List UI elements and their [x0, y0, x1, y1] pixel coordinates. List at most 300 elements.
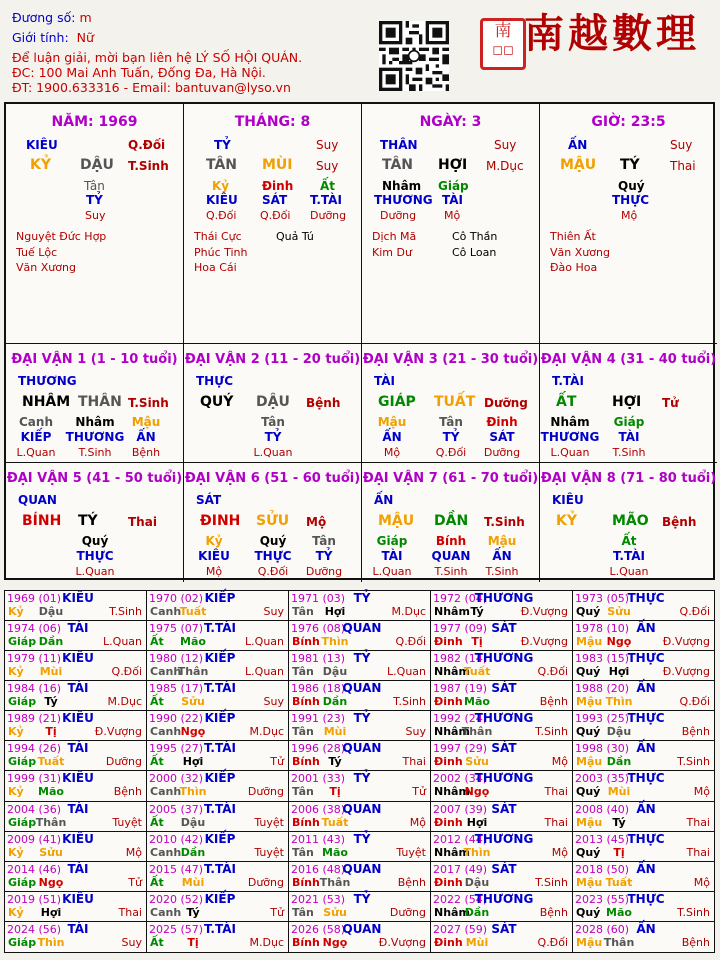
- subject-line: [12, 10, 92, 26]
- year-rel: M.Dục: [249, 935, 284, 949]
- year-chi: Thân: [177, 665, 209, 679]
- year-cell: [573, 591, 714, 621]
- year-cell: [573, 862, 714, 892]
- year-chi: Ngọ: [322, 935, 348, 949]
- annual-luck-table: [4, 590, 715, 953]
- year-star: THƯƠNG: [474, 771, 534, 786]
- year-cell: [147, 922, 289, 952]
- year-star: QUAN: [342, 921, 382, 936]
- pillar-day: [362, 104, 540, 344]
- year-label: 1994 (26): [7, 742, 62, 756]
- year-rel: Tuyệt: [396, 845, 426, 859]
- dai-van-hidden-star: TÀI: [381, 549, 403, 563]
- year-chi: Hợi: [466, 815, 488, 829]
- year-chi: Ngọ: [606, 635, 632, 649]
- year-can: Giáp: [8, 875, 37, 889]
- year-label: 1982 (14): [433, 652, 488, 666]
- hidden-star: THƯƠNG: [374, 193, 433, 207]
- year-chi: Tị: [45, 725, 57, 739]
- year-rel: Dưỡng: [105, 755, 142, 769]
- year-label: 1990 (22): [149, 712, 204, 726]
- year-star: KIÊU: [62, 711, 94, 726]
- year-chi: Sửu: [607, 605, 631, 618]
- dai-van-hidden-rel: T.Sinh: [434, 565, 468, 578]
- dai-van-rel: Thai: [128, 515, 157, 529]
- year-chi: Mão: [38, 785, 64, 799]
- year-label: 1996 (28): [291, 742, 346, 756]
- year-can: Đinh: [434, 695, 463, 709]
- pillars-grid: [4, 102, 715, 580]
- year-rel: Bệnh: [539, 695, 568, 709]
- dai-van-title: ĐẠI VẬN 2 (11 - 20 tuổi): [184, 352, 361, 367]
- year-cell: [573, 681, 714, 711]
- year-label: 1988 (20): [575, 682, 630, 696]
- year-can: Mậu: [576, 635, 603, 649]
- dai-van-hidden-star: THỰC: [76, 549, 114, 563]
- dai-van-hidden-rel: L.Quan: [253, 446, 293, 459]
- dai-van-6: [184, 463, 362, 582]
- hidden-rel: Dưỡng: [380, 209, 417, 222]
- year-star: SÁT: [491, 681, 517, 696]
- year-chi: Hợi: [608, 665, 630, 679]
- year-cell: [431, 892, 573, 922]
- star-item: Thiên Ất: [550, 230, 596, 243]
- year-star: KIÊU: [62, 831, 94, 846]
- year-cell: [5, 862, 147, 892]
- year-cell: [289, 621, 431, 651]
- pillar-chi: HỢI: [438, 157, 468, 173]
- year-star: ẤN: [636, 681, 656, 696]
- year-rel: Đ.Vượng: [520, 635, 568, 649]
- year-rel: Dưỡng: [247, 875, 284, 889]
- gender-line: [12, 30, 94, 46]
- year-star: THƯƠNG: [474, 591, 534, 605]
- year-cell: [147, 591, 289, 621]
- pillar-top-rel: Suy: [494, 138, 517, 152]
- dai-van-hidden-stem: Mậu: [487, 534, 517, 548]
- dai-van-hidden-star: THƯƠNG: [540, 430, 600, 444]
- year-label: 1979 (11): [7, 652, 62, 666]
- year-cell: [573, 802, 714, 832]
- dai-van-hidden-stem: Tân: [312, 534, 336, 548]
- year-can: Ất: [150, 755, 164, 769]
- year-star: KIÊU: [62, 891, 94, 906]
- year-rel: Bệnh: [113, 785, 142, 799]
- year-can: Ất: [150, 935, 164, 949]
- pillar-month: [184, 104, 362, 344]
- pillar-chi: TÝ: [620, 157, 640, 173]
- year-chi: Mão: [180, 635, 206, 649]
- dai-van-star: KIÊU: [552, 493, 584, 507]
- dai-van-hidden-rel: Q.Đối: [257, 565, 289, 578]
- year-chi: Hợi: [40, 905, 62, 919]
- contact-address: ĐC: 100 Mai Anh Tuấn, Đống Đa, Hà Nội.: [12, 65, 266, 80]
- year-label: 2004 (36): [7, 802, 62, 816]
- year-star: QUAN: [342, 681, 382, 696]
- year-chi: Ngọ: [180, 725, 206, 739]
- year-chi: Tuất: [321, 815, 349, 829]
- year-chi: Dần: [322, 695, 348, 709]
- year-label: 2028 (60): [575, 922, 630, 936]
- dai-van-hidden-rel: Dưỡng: [483, 446, 521, 459]
- year-star: TỶ: [353, 651, 371, 666]
- year-label: 1971 (03): [291, 592, 346, 605]
- year-chi: Thìn: [321, 635, 349, 649]
- pillar-chi-rel: Suy: [316, 159, 339, 173]
- year-rel: Đ.Vượng: [520, 605, 568, 618]
- contact-phone-email[interactable]: ĐT: 1900.633316 - Email: bantuvan@lyso.vn: [12, 80, 291, 95]
- year-can: Tân: [292, 905, 314, 919]
- hidden-stem: Giáp: [438, 179, 469, 193]
- year-can: Đinh: [434, 755, 463, 769]
- year-chi: Thân: [319, 875, 351, 889]
- dai-van-hidden-rel: L.Quan: [609, 565, 649, 578]
- year-chi: Dần: [464, 905, 490, 919]
- year-star: THƯƠNG: [474, 831, 534, 846]
- year-chi: Tuất: [605, 875, 633, 889]
- year-rel: Mộ: [551, 755, 568, 769]
- year-cell: [5, 681, 147, 711]
- year-label: 1970 (02): [149, 592, 204, 605]
- year-rel: Thai: [544, 815, 568, 829]
- year-rel: Q.Đối: [679, 605, 710, 618]
- hidden-star: TÀI: [442, 193, 464, 207]
- year-star: SÁT: [491, 921, 517, 936]
- year-label: 1985 (17): [149, 682, 204, 696]
- year-can: Nhâm: [434, 665, 470, 679]
- year-cell: [289, 651, 431, 681]
- year-cell: [573, 651, 714, 681]
- pillar-chi: MÙI: [262, 157, 293, 173]
- dai-van-hidden-stem: Nhâm: [75, 415, 115, 429]
- year-label: 1974 (06): [7, 622, 62, 636]
- dai-van-8: [540, 463, 717, 582]
- year-chi: Tý: [470, 605, 484, 618]
- year-label: 2011 (43): [291, 832, 346, 846]
- year-can: Bính: [292, 695, 320, 709]
- year-rel: T.Sinh: [393, 695, 426, 709]
- year-cell: [5, 802, 147, 832]
- dai-van-hidden-star: SÁT: [489, 430, 515, 444]
- year-label: 1969 (01): [7, 592, 62, 605]
- year-cell: [147, 651, 289, 681]
- year-label: 1975 (07): [149, 622, 204, 636]
- pillar-top-star: KIÊU: [26, 138, 58, 152]
- year-star: TỶ: [353, 831, 371, 846]
- year-can: Quý: [576, 605, 601, 618]
- year-star: SÁT: [491, 741, 517, 756]
- year-rel: Thai: [686, 845, 710, 859]
- year-cell: [5, 591, 147, 621]
- year-rel: Mộ: [693, 785, 710, 799]
- year-can: Quý: [576, 785, 601, 799]
- dai-van-hidden-rel: Bệnh: [131, 446, 161, 459]
- year-label: 1992 (24): [433, 712, 488, 726]
- year-chi: Tuất: [463, 665, 491, 679]
- qr-code-icon[interactable]: [379, 21, 449, 91]
- year-label: 2008 (40): [575, 802, 630, 816]
- year-label: 1984 (16): [7, 682, 62, 696]
- year-can: Nhâm: [434, 845, 470, 859]
- dai-van-hidden-stem: Kỷ: [205, 534, 223, 548]
- year-star: TÀI: [67, 921, 89, 936]
- year-star: KIẾP: [204, 831, 236, 846]
- year-label: 1978 (10): [575, 622, 630, 636]
- pillar-top-star: ẤN: [568, 138, 588, 152]
- year-label: 1989 (21): [7, 712, 62, 726]
- gender-value: Nữ: [76, 30, 94, 45]
- year-cell: [5, 771, 147, 801]
- dai-van-hidden-stem: Đinh: [486, 415, 518, 429]
- year-label: 2010 (42): [149, 832, 204, 846]
- year-cell: [147, 892, 289, 922]
- year-label: 1997 (29): [433, 742, 488, 756]
- year-label: 1991 (23): [291, 712, 346, 726]
- year-rel: T.Sinh: [535, 875, 568, 889]
- year-cell: [289, 802, 431, 832]
- year-chi: Tý: [612, 815, 626, 829]
- year-chi: Ngọ: [38, 875, 64, 889]
- pillar-title: NGÀY: 3: [419, 114, 482, 130]
- year-rel: Tuyệt: [112, 815, 142, 829]
- dai-van-title: ĐẠI VẬN 3 (21 - 30 tuổi): [362, 352, 539, 367]
- hidden-stem: Ất: [320, 179, 336, 193]
- year-star: QUAN: [342, 741, 382, 756]
- year-label: 2015 (47): [149, 862, 204, 876]
- hidden-rel: Mộ: [621, 209, 638, 222]
- year-star: ẤN: [636, 621, 656, 636]
- year-can: Nhâm: [434, 605, 470, 618]
- pillar-chi-rel: T.Sinh: [128, 159, 169, 173]
- year-chi: Sửu: [39, 845, 63, 859]
- year-can: Kỷ: [8, 905, 24, 919]
- stars-list: [550, 229, 610, 276]
- year-chi: Thìn: [179, 785, 207, 799]
- year-can: Canh: [150, 845, 182, 859]
- dai-van-hidden-stem: Nhâm: [550, 415, 590, 429]
- year-label: 2017 (49): [433, 862, 488, 876]
- dai-van-hidden-star: TỶ: [442, 430, 460, 444]
- year-rel: L.Quan: [245, 665, 284, 679]
- year-can: Bính: [292, 755, 320, 769]
- year-can: Đinh: [434, 875, 463, 889]
- dai-van-star: ẤN: [374, 493, 394, 507]
- dai-van-hidden-rel: L.Quan: [75, 565, 115, 578]
- year-rel: Q.Đối: [537, 665, 568, 679]
- year-cell: [573, 621, 714, 651]
- year-can: Giáp: [8, 695, 37, 709]
- hidden-stem: Quý: [618, 179, 645, 193]
- year-can: Ất: [150, 815, 164, 829]
- year-label: 2023 (55): [575, 892, 630, 906]
- year-rel: Q.Đối: [537, 935, 568, 949]
- dai-van-hidden-stem: Giáp: [376, 534, 408, 548]
- year-chi: Tý: [328, 755, 342, 769]
- year-can: Ất: [150, 695, 164, 709]
- year-can: Quý: [576, 665, 601, 679]
- year-can: Nhâm: [434, 905, 470, 919]
- seal-char: 南: [494, 21, 512, 41]
- year-chi: Mùi: [39, 665, 63, 679]
- year-star: SÁT: [491, 861, 517, 876]
- year-label: 1999 (31): [7, 772, 62, 786]
- year-label: 2021 (53): [291, 892, 346, 906]
- year-chi: Tuất: [37, 755, 65, 769]
- year-cell: [289, 771, 431, 801]
- contact-line-1: Để luận giải, mời bạn liên hệ LÝ SỐ HỘI QUÁN.: [12, 50, 303, 65]
- year-cell: [147, 681, 289, 711]
- year-chi: Thìn: [605, 695, 633, 709]
- year-rel: Mộ: [409, 815, 426, 829]
- year-cell: [431, 862, 573, 892]
- year-can: Canh: [150, 905, 182, 919]
- year-cell: [431, 802, 573, 832]
- year-cell: [431, 741, 573, 771]
- year-chi: Mùi: [323, 725, 347, 739]
- year-can: Giáp: [8, 815, 37, 829]
- year-chi: Thìn: [37, 935, 65, 949]
- year-rel: Q.Đối: [111, 665, 142, 679]
- year-label: 1987 (19): [433, 682, 488, 696]
- year-can: Canh: [150, 785, 182, 799]
- pillar-top-rel: Suy: [316, 138, 339, 152]
- year-can: Bính: [292, 875, 320, 889]
- pillar-can: TÂN: [382, 157, 414, 173]
- year-rel: L.Quan: [245, 635, 284, 649]
- star-item: Cô Thần: [452, 230, 498, 243]
- year-cell: [147, 711, 289, 741]
- pillar-top-star: THÂN: [380, 138, 418, 152]
- year-chi: Hợi: [324, 605, 346, 618]
- year-star: QUAN: [342, 861, 382, 876]
- hidden-star: KIÊU: [206, 193, 238, 207]
- year-label: 2013 (45): [575, 832, 630, 846]
- dai-van-hidden-stem: Mậu: [131, 415, 161, 429]
- year-cell: [147, 862, 289, 892]
- year-label: 2005 (37): [149, 802, 204, 816]
- year-cell: [289, 832, 431, 862]
- year-rel: Tử: [128, 875, 142, 889]
- year-chi: Thân: [603, 935, 635, 949]
- dai-van-hidden-star: KIẾP: [20, 430, 52, 444]
- dai-van-star: SÁT: [196, 493, 222, 507]
- year-star: T.TÀI: [204, 801, 236, 816]
- year-chi: Dần: [606, 755, 632, 769]
- year-label: 1998 (30): [575, 742, 630, 756]
- hidden-stem: Đinh: [262, 179, 294, 193]
- year-chi: Mùi: [607, 785, 631, 799]
- year-rel: Q.Đối: [395, 635, 426, 649]
- year-label: 2024 (56): [7, 922, 62, 936]
- year-rel: Mộ: [693, 875, 710, 889]
- year-label: 1993 (25): [575, 712, 630, 726]
- dai-van-can: ĐINH: [200, 513, 241, 529]
- year-star: THƯƠNG: [474, 651, 534, 666]
- year-rel: Thai: [402, 755, 426, 769]
- year-cell: [147, 832, 289, 862]
- year-label: 2014 (46): [7, 862, 62, 876]
- year-rel: Thai: [544, 785, 568, 799]
- year-rel: Mộ: [551, 845, 568, 859]
- pillar-year: [6, 104, 184, 344]
- dai-van-star: T.TÀI: [552, 374, 584, 388]
- dai-van-hidden-stem: Quý: [81, 534, 109, 548]
- year-rel: Đ.Vượng: [662, 635, 710, 649]
- year-star: T.TÀI: [204, 681, 236, 696]
- dai-van-title: ĐẠI VẬN 6 (51 - 60 tuổi): [184, 471, 361, 486]
- dai-van-hidden-rel: Mộ: [383, 446, 401, 459]
- year-star: TÀI: [67, 801, 89, 816]
- dai-van-title: ĐẠI VẬN 7 (61 - 70 tuổi): [362, 471, 539, 486]
- star-item: Hoa Cái: [194, 261, 237, 274]
- dai-van-rel: Bệnh: [662, 515, 697, 529]
- dai-van-hidden-rel: Q.Đối: [435, 446, 467, 459]
- year-label: 1983 (15): [575, 652, 630, 666]
- year-star: KIÊU: [62, 651, 94, 666]
- dai-van-title: ĐẠI VẬN 1 (1 - 10 tuổi): [11, 352, 178, 367]
- year-chi: Thân: [35, 815, 67, 829]
- year-star: T.TÀI: [204, 921, 236, 936]
- year-rel: T.Sinh: [109, 605, 142, 618]
- seal-stamp: 南 ◻◻: [480, 18, 526, 70]
- year-can: Mậu: [576, 875, 603, 889]
- year-can: Đinh: [434, 635, 463, 649]
- year-cell: [431, 591, 573, 621]
- year-chi: Tý: [44, 695, 58, 709]
- hidden-star: THỰC: [612, 193, 650, 207]
- year-cell: [573, 892, 714, 922]
- year-label: 1995 (27): [149, 742, 204, 756]
- year-star: T.TÀI: [204, 861, 236, 876]
- year-label: 1973 (05): [575, 592, 630, 605]
- year-cell: [573, 922, 714, 952]
- dai-van-hidden-star: TỶ: [315, 549, 333, 563]
- pillar-chi: DẬU: [80, 157, 114, 173]
- dai-van-can: MẬU: [378, 513, 415, 529]
- year-star: KIẾP: [204, 891, 236, 906]
- subject-label: Đương số:: [12, 10, 76, 25]
- star-item: Đào Hoa: [550, 261, 598, 274]
- year-label: 2016 (48): [291, 862, 346, 876]
- year-star: KIẾP: [204, 651, 236, 666]
- year-cell: [289, 681, 431, 711]
- year-rel: Thai: [118, 905, 142, 919]
- year-can: Kỷ: [8, 605, 24, 618]
- dai-van-chi: DẬU: [256, 394, 290, 410]
- dai-van-hidden-stem: Ất: [621, 534, 637, 548]
- year-can: Giáp: [8, 935, 37, 949]
- year-label: 2020 (52): [149, 892, 204, 906]
- dai-van-can: BÍNH: [22, 513, 62, 529]
- year-label: 2018 (50): [575, 862, 630, 876]
- year-label: 1980 (12): [149, 652, 204, 666]
- year-cell: [289, 711, 431, 741]
- year-can: Quý: [576, 905, 601, 919]
- dai-van-hidden-stem: Giáp: [613, 415, 645, 429]
- year-rel: Bệnh: [539, 905, 568, 919]
- year-can: Tân: [292, 665, 314, 679]
- year-star: TỶ: [353, 711, 371, 726]
- year-cell: [431, 922, 573, 952]
- dai-van-hidden-rel: T.Sinh: [612, 446, 646, 459]
- year-chi: Tị: [187, 935, 199, 949]
- dai-van-can: NHÂM: [22, 394, 71, 410]
- year-star: THỰC: [627, 651, 665, 666]
- year-chi: Ngọ: [464, 785, 490, 799]
- dai-van-hidden-rel: Dưỡng: [305, 565, 343, 578]
- year-can: Mậu: [576, 935, 603, 949]
- year-rel: Đ.Vượng: [94, 725, 142, 739]
